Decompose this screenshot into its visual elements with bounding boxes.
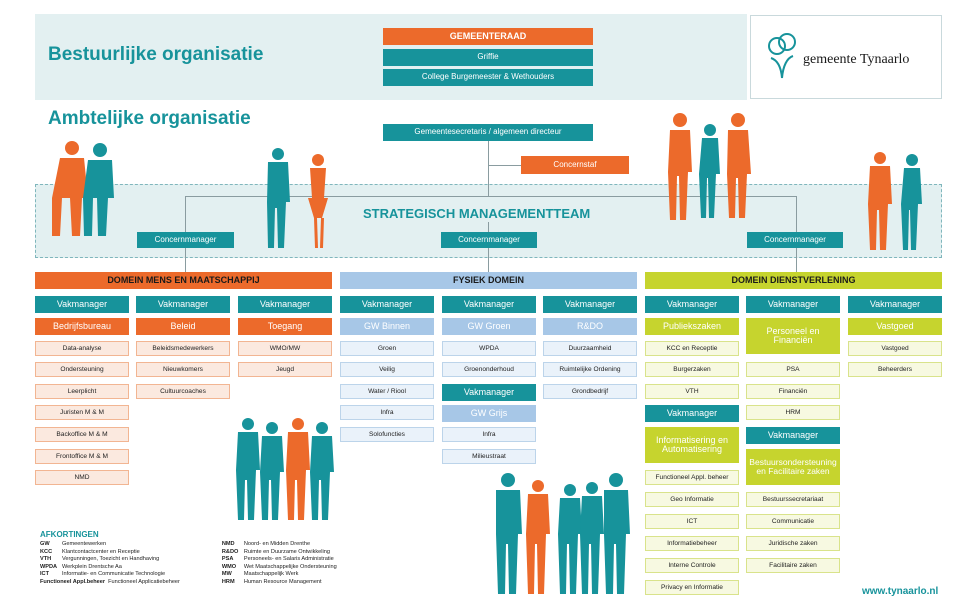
legend-row: PSA Personeels- en Salaris Administratie [221, 556, 334, 563]
item: KCC en Receptie [645, 341, 739, 356]
item: Jeugd [238, 362, 332, 377]
domain-dienst-header: DOMEIN DIENSTVERLENING [645, 272, 942, 289]
connector [488, 222, 489, 232]
logo-text: gemeente Tynaarlo [803, 52, 910, 67]
unit-vastgoed: Vastgoed [848, 318, 942, 335]
item: Data-analyse [35, 341, 129, 356]
connector [185, 196, 186, 232]
people-illustration-right [666, 110, 756, 222]
unit-bestuursondersteuning: Bestuursondersteuning en Facilitaire zaken [746, 449, 840, 485]
connector [185, 248, 186, 272]
item: Geo Informatie [645, 492, 739, 507]
legend-row: Functioneel Appl.beheer Functioneel Applicatiebeheer [40, 578, 180, 585]
item: Milieustraat [442, 449, 536, 464]
legend-row: NMD Noord- en Midden Drenthe [221, 541, 311, 547]
people-illustration-bottom-center [492, 470, 632, 598]
item: Beleidsmedewerkers [136, 341, 230, 356]
connector [488, 141, 489, 197]
item: Leerplicht [35, 384, 129, 399]
vakmanager-beleid: Vakmanager [136, 296, 230, 313]
vakmanager-bestuursondersteuning: Vakmanager [746, 427, 840, 444]
item: PSA [746, 362, 840, 377]
logo [750, 15, 942, 99]
vakmanager-gw-binnen: Vakmanager [340, 296, 434, 313]
item: Infra [340, 405, 434, 420]
domain-mens-header: DOMEIN MENS EN MAATSCHAPPIJ [35, 272, 332, 289]
item: Interne Controle [645, 558, 739, 573]
connector [488, 248, 489, 272]
item: Burgerzaken [645, 362, 739, 377]
people-illustration-mid [262, 146, 332, 250]
people-illustration-far-right [866, 150, 928, 254]
legend-row: MW Maatschappelijk Werk [221, 571, 299, 578]
secretaris-box: Gemeentesecretaris / algemeen directeur [383, 124, 593, 141]
domain-fysiek-header: FYSIEK DOMEIN [340, 272, 637, 289]
item: Juridische zaken [746, 536, 840, 551]
item: Privacy en Informatie [645, 580, 739, 595]
vakmanager-vastgoed: Vakmanager [848, 296, 942, 313]
concernmanager-fysiek: Concernmanager [441, 232, 537, 248]
item: Juristen M & M [35, 405, 129, 420]
item: Solofuncties [340, 427, 434, 442]
legend-row: WPDA Werkplein Drentsche Aa [40, 563, 122, 570]
item: Cultuurcoaches [136, 384, 230, 399]
legend-row: GW Gemeentewerken [40, 541, 107, 547]
item: Groenonderhoud [442, 362, 536, 377]
item: Nieuwkomers [136, 362, 230, 377]
item: Groen [340, 341, 434, 356]
item: Bestuurssecretariaat [746, 492, 840, 507]
vakmanager-personeel: Vakmanager [746, 296, 840, 313]
concernstaf-box: Concernstaf [521, 156, 629, 174]
legend-row: KCC Klantcontactcenter en Receptie [40, 548, 140, 555]
item: Duurzaamheid [543, 341, 637, 356]
vakmanager-gw-grijs: Vakmanager [442, 384, 536, 401]
item: Grondbedrijf [543, 384, 637, 399]
item: Ondersteuning [35, 362, 129, 377]
item: WMO/MW [238, 341, 332, 356]
legend-row: VTH Vergunningen, Toezicht en Handhaving [40, 556, 160, 563]
item: Financiën [746, 384, 840, 399]
unit-rdo: R&DO [543, 318, 637, 335]
item: WPDA [442, 341, 536, 356]
item: Frontoffice M & M [35, 449, 129, 464]
college-box: College Burgemeester & Wethouders [383, 69, 593, 86]
vakmanager-toegang: Vakmanager [238, 296, 332, 313]
legend-row: ICT Informatie- en Communicatie Technologie [40, 571, 166, 578]
connector [488, 165, 521, 166]
item: Backoffice M & M [35, 427, 129, 442]
unit-gw-groen: GW Groen [442, 318, 536, 335]
vakmanager-bedrijfsbureau: Vakmanager [35, 296, 129, 313]
item: Beheerders [848, 362, 942, 377]
vakmanager-gw-groen: Vakmanager [442, 296, 536, 313]
item: NMD [35, 470, 129, 485]
item: Water / Riool [340, 384, 434, 399]
item: VTH [645, 384, 739, 399]
legend-row: R&DO Ruimte en Duurzame Ontwikkeling [221, 548, 330, 555]
item: ICT [645, 514, 739, 529]
item: Informatiebeheer [645, 536, 739, 551]
unit-bedrijfsbureau: Bedrijfsbureau [35, 318, 129, 335]
item: Facilitaire zaken [746, 558, 840, 573]
tree-logo-icon [765, 28, 799, 80]
concernmanager-mens: Concernmanager [137, 232, 234, 248]
griffie-box: Griffie [383, 49, 593, 66]
unit-beleid: Beleid [136, 318, 230, 335]
website-link[interactable]: www.tynaarlo.nl [862, 586, 939, 597]
legend-title: AFKORTINGEN [40, 530, 99, 539]
unit-informatisering: Informatisering en Automatisering [645, 427, 739, 463]
legend-row: HRM Human Resource Management [221, 578, 322, 585]
bestuurlijk-title: Bestuurlijke organisatie [48, 44, 264, 65]
vakmanager-informatisering: Vakmanager [645, 405, 739, 422]
unit-personeel: Personeel en Financiën [746, 318, 840, 354]
item: Ruimtelijke Ordening [543, 362, 637, 377]
concernmanager-dienst: Concernmanager [747, 232, 843, 248]
item: Veilig [340, 362, 434, 377]
unit-gw-grijs: GW Grijs [442, 405, 536, 422]
item: HRM [746, 405, 840, 420]
connector [796, 196, 797, 232]
item: Vastgoed [848, 341, 942, 356]
connector [796, 248, 797, 272]
people-illustration-left [52, 138, 124, 238]
gemeenteraad-box: GEMEENTERAAD [383, 28, 593, 45]
unit-publiekszaken: Publiekszaken [645, 318, 739, 335]
item: Communicatie [746, 514, 840, 529]
smt-title: STRATEGISCH MANAGEMENTTEAM [363, 206, 591, 221]
legend [40, 530, 370, 587]
unit-toegang: Toegang [238, 318, 332, 335]
vakmanager-publiekszaken: Vakmanager [645, 296, 739, 313]
ambtelijk-title: Ambtelijke organisatie [48, 108, 251, 129]
item: Functioneel Appl. beheer [645, 470, 739, 485]
people-illustration-bottom-left [234, 416, 338, 522]
legend-row: WMO Wet Maatschappelijke Ondersteuning [221, 563, 337, 570]
vakmanager-rdo: Vakmanager [543, 296, 637, 313]
item: Infra [442, 427, 536, 442]
unit-gw-binnen: GW Binnen [340, 318, 434, 335]
